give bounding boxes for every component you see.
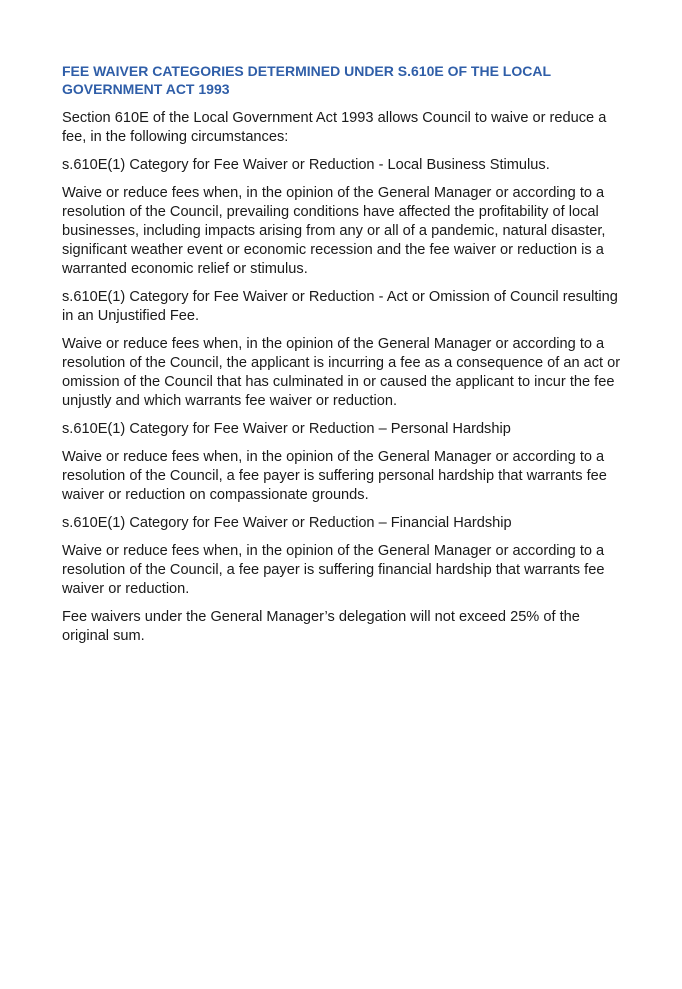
intro-paragraph: Section 610E of the Local Government Act 1993 allows Council to waive or reduce a fee, in the following circumstances:: [62, 110, 607, 145]
category-body-unjustified-fee: Waive or reduce fees when, in the opinion of the General Manager or according to a resolution of the Council, the applicant is incurring a fee as a consequence of an act or omission of the Council that has culminated in or caused the applicant to incur the fee unjustly and which warrants fee waiver or reduction.: [62, 336, 621, 409]
category-body-financial-hardship: Waive or reduce fees when, in the opinion of the General Manager or according to a resolution of the Council, a fee payer is suffering financial hardship that warrants fee waiver or reduction.: [62, 543, 605, 597]
delegation-limit-paragraph: Fee waivers under the General Manager’s delegation will not exceed 25% of the original sum.: [62, 609, 580, 644]
category-title-unjustified-fee: s.610E(1) Category for Fee Waiver or Reduction - Act or Omission of Council resulting in an Unjustified Fee.: [62, 289, 618, 324]
document-heading: FEE WAIVER CATEGORIES DETERMINED UNDER S.610E OF THE LOCAL GOVERNMENT ACT 1993: [62, 63, 551, 97]
category-title-personal-hardship: s.610E(1) Category for Fee Waiver or Reduction – Personal Hardship: [62, 421, 511, 437]
category-title-financial-hardship: s.610E(1) Category for Fee Waiver or Reduction – Financial Hardship: [62, 515, 512, 531]
category-body-personal-hardship: Waive or reduce fees when, in the opinion of the General Manager or according to a resolution of the Council, a fee payer is suffering personal hardship that warrants fee waiver or reduction on compassionate grounds.: [62, 449, 607, 503]
category-title-local-business-stimulus: s.610E(1) Category for Fee Waiver or Reduction - Local Business Stimulus.: [62, 157, 550, 173]
category-body-local-business-stimulus: Waive or reduce fees when, in the opinion of the General Manager or according to a resolution of the Council, prevailing conditions have affected the profitability of local businesses, including impacts arising from any or all of a pandemic, natural disaster, significant weather event or economic recession and the fee waiver or reduction is a warranted economic relief or stimulus.: [62, 185, 606, 277]
document-page: [62, 62, 622, 655]
